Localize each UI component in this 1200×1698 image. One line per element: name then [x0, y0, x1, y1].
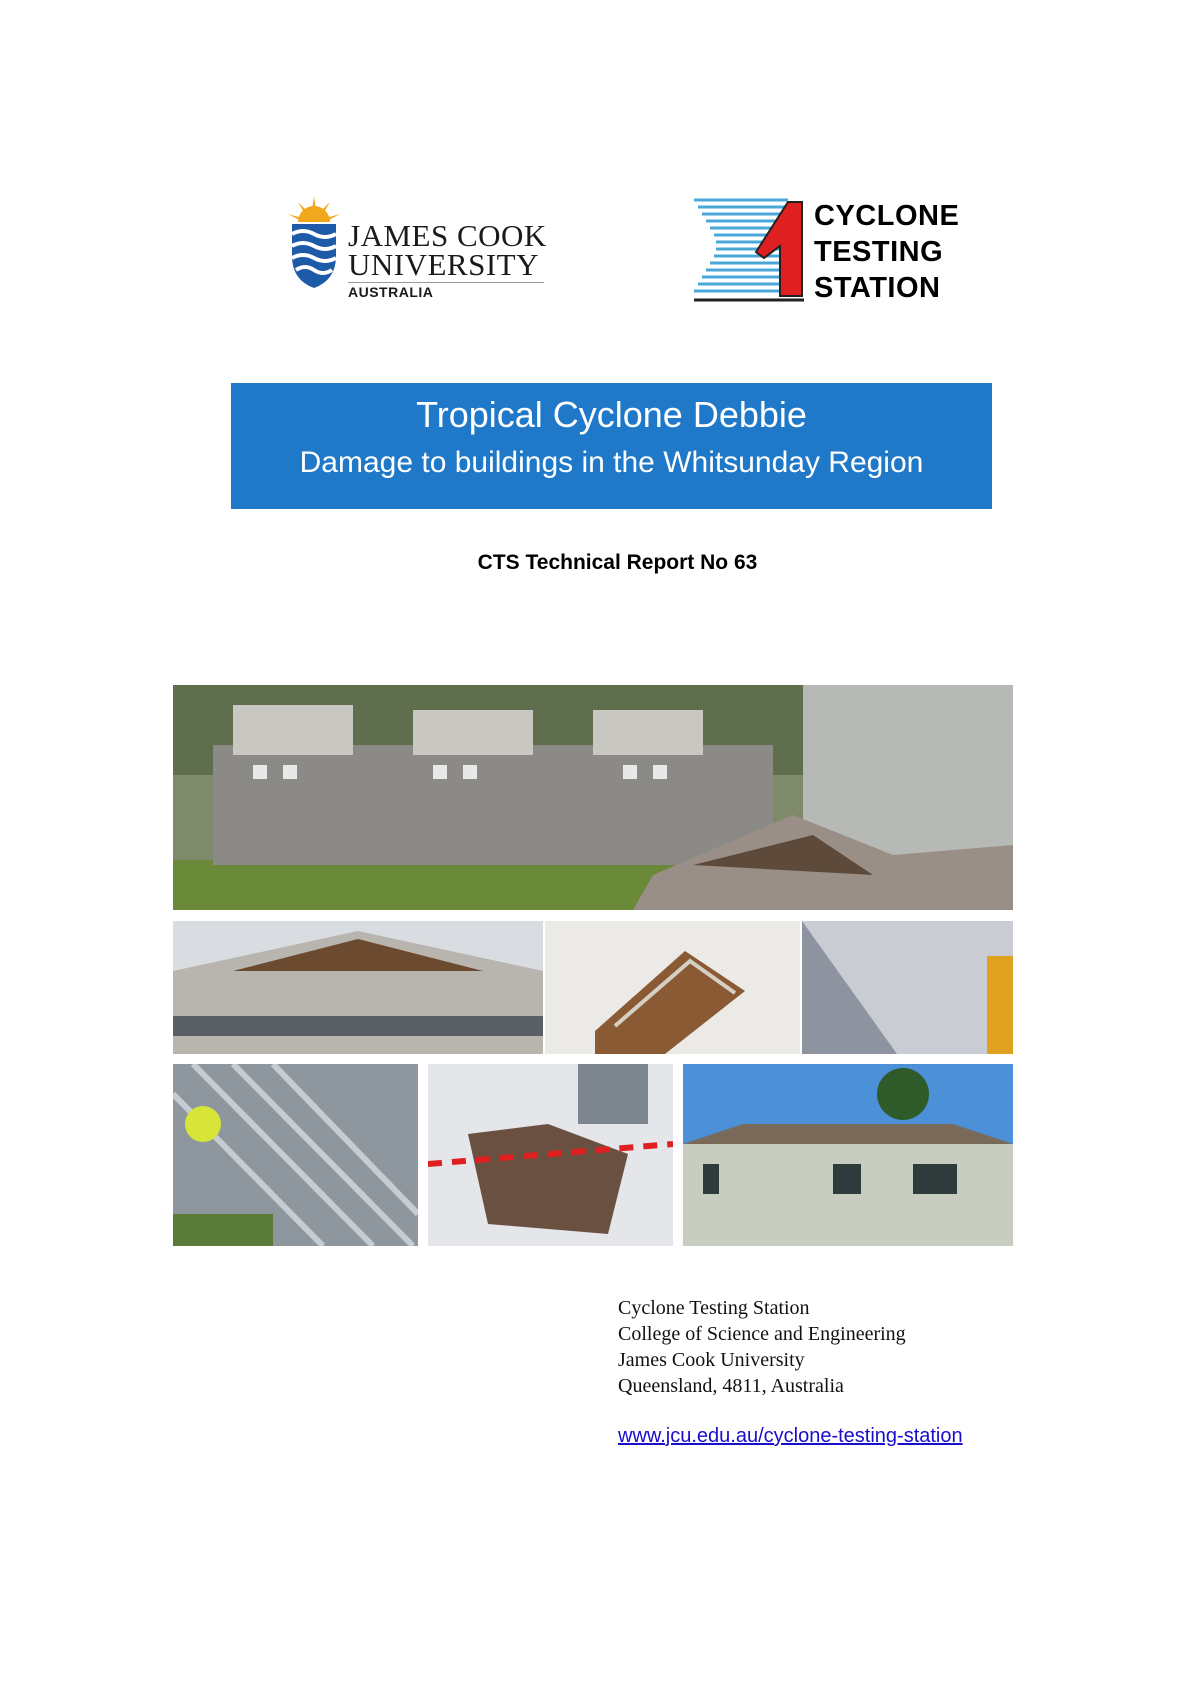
jcu-emblem-icon — [284, 190, 344, 290]
cts-emblem-icon — [692, 196, 808, 308]
photo-house-roof-damage — [683, 1064, 1013, 1246]
website-link[interactable]: www.jcu.edu.au/cyclone-testing-station — [618, 1425, 963, 1447]
photo-damaged-apartment-block — [173, 685, 1013, 910]
jcu-logo-rule — [348, 282, 544, 283]
jcu-logo-line3: AUSTRALIA — [348, 284, 434, 300]
photo-damaged-wall-taped-off — [428, 1064, 673, 1246]
photo-wall-cladding-detail — [802, 921, 1013, 1054]
page-title: Tropical Cyclone Debbie — [416, 394, 807, 435]
jcu-logo-line1: JAMES COOK — [348, 218, 547, 253]
jcu-logo-line2: UNIVERSITY — [348, 247, 539, 282]
photo-roof-sheeting-inspection — [173, 1064, 418, 1246]
cts-logo-line1: CYCLONE — [814, 200, 960, 232]
jcu-logo — [284, 190, 546, 302]
cts-logo-line3: STATION — [814, 272, 941, 304]
contact-address — [618, 1295, 906, 1399]
address-line: College of Science and Engineering — [618, 1323, 906, 1345]
report-number: CTS Technical Report No 63 — [477, 551, 758, 574]
page-subtitle: Damage to buildings in the Whitsunday Region — [299, 446, 924, 479]
cts-logo-line2: TESTING — [814, 236, 944, 268]
title-banner — [231, 383, 992, 509]
address-line: James Cook University — [618, 1349, 805, 1371]
address-line: Queensland, 4811, Australia — [618, 1375, 844, 1397]
photo-exposed-roof-trusses — [173, 921, 543, 1054]
photo-ceiling-damage — [545, 921, 800, 1054]
cts-logo — [692, 196, 982, 308]
address-line: Cyclone Testing Station — [618, 1297, 810, 1319]
